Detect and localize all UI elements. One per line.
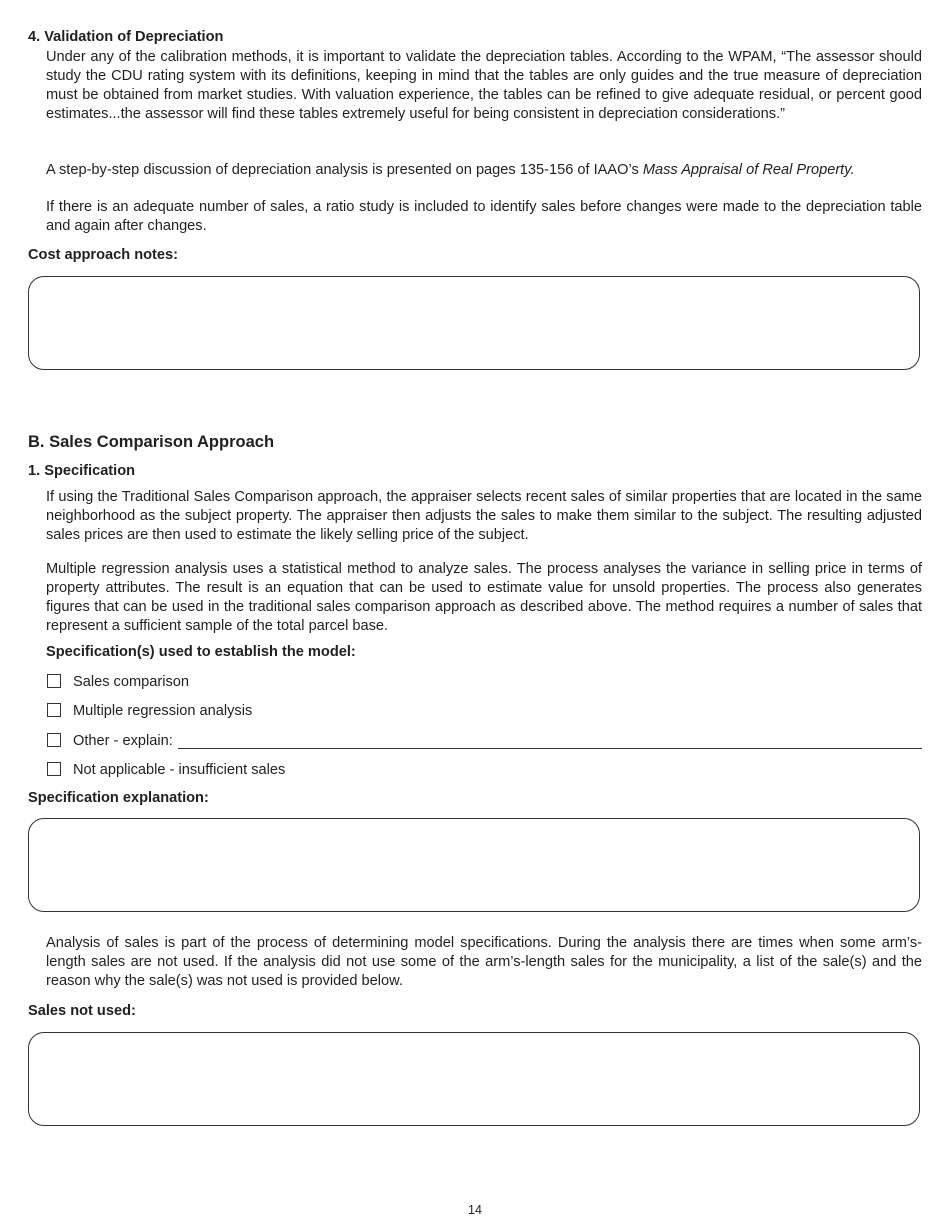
checkbox-label: Other - explain: (73, 733, 173, 749)
book-title: Mass Appraisal of Real Property. (642, 162, 855, 178)
sales-not-used-label: Sales not used: (28, 1003, 136, 1019)
cost-approach-notes-field[interactable] (28, 276, 920, 370)
page-number: 14 (468, 1203, 482, 1217)
subheading-specification: 1. Specification (28, 463, 136, 479)
section-heading-sales-comparison: B. Sales Comparison Approach (28, 433, 275, 451)
other-explain-input[interactable] (178, 748, 922, 749)
checkbox-multiple-regression[interactable] (47, 703, 61, 717)
checkbox-label: Multiple regression analysis (73, 703, 253, 719)
validation-paragraph-3: If there is an adequate number of sales, a ratio study is included to identify sales before changes were made to the depreciation table and again after changes. (46, 199, 922, 234)
sales-analysis-paragraph: Analysis of sales is part of the process of determining model specifications. During the analysis there are times when some arm’s-length sales are not used. If the analysis did not use some of the arm’s-length sales for the municipality, a list of the sale(s) and the reason why the sale(s) was not used is provided below. (46, 935, 922, 989)
checkbox-label: Sales comparison (73, 674, 189, 690)
checkbox-other[interactable] (47, 733, 61, 747)
checkbox-not-applicable[interactable] (47, 762, 61, 776)
sales-not-used-field[interactable] (28, 1032, 920, 1126)
specification-paragraph-2: Multiple regression analysis uses a statistical method to analyze sales. The process analyses the variance in selling price in terms of property attributes. The result is an equation that can be used to estimate value for unsold properties. The process also generates figures that can be used in the traditional sales comparison approach as described above. The method requires a number of sales that represent a sufficient sample of the total parcel base. (46, 561, 922, 634)
validation-paragraph-2 (46, 161, 922, 180)
specification-explanation-label: Specification explanation: (28, 790, 209, 806)
specification-used-label: Specification(s) used to establish the model: (46, 644, 356, 660)
section-heading-validation: 4. Validation of Depreciation (28, 29, 224, 45)
specification-paragraph-1: If using the Traditional Sales Comparison approach, the appraiser selects recent sales of similar properties that are located in the same neighborhood as the subject property. The appraiser then adjusts the sales to make them similar to the subject. The resulting adjusted sales prices are then used to estimate the likely selling price of the subject. (46, 489, 922, 543)
cost-approach-notes-label: Cost approach notes: (28, 247, 179, 263)
checkbox-sales-comparison[interactable] (47, 674, 61, 688)
specification-explanation-field[interactable] (28, 818, 920, 912)
validation-paragraph-1: Under any of the calibration methods, it is important to validate the depreciation tables. According to the WPAM, “The assessor should study the CDU rating system with its definitions, keeping in mind that the tables are only guides and the true measure of depreciation must be obtained from market studies. With valuation experience, the tables can be refined to give adequate residual, or percent good estimates...the assessor will find these tables extremely useful for being consistent in depreciation considerations.” (46, 49, 922, 122)
para2-text: A step-by-step discussion of depreciation analysis is presented on pages 135-156 of IAAO’s (46, 162, 643, 178)
checkbox-label: Not applicable - insufficient sales (73, 762, 286, 778)
